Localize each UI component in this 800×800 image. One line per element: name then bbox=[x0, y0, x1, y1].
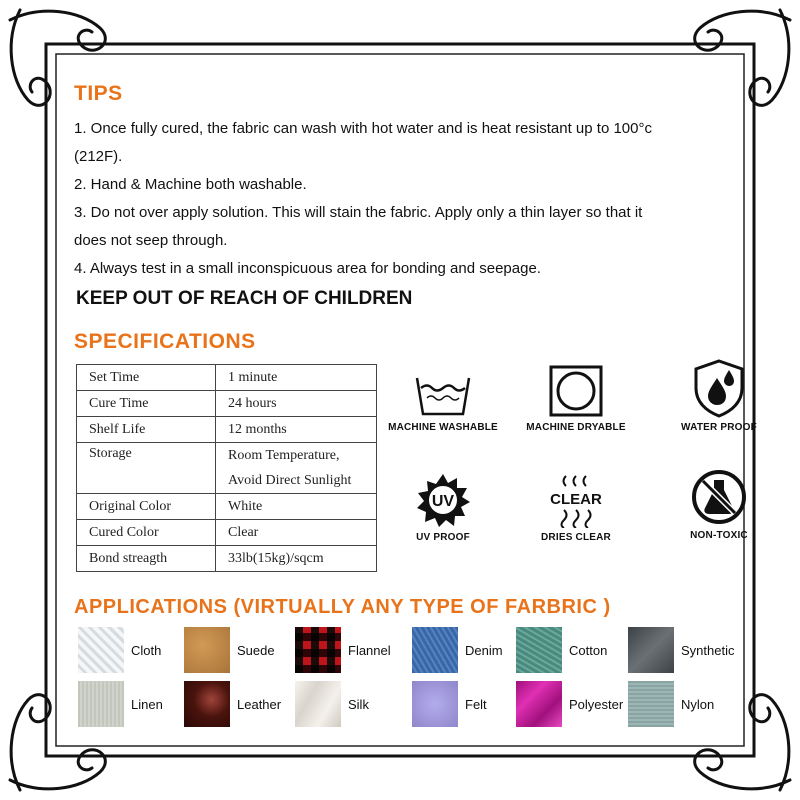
specifications-heading: SPECIFICATIONS bbox=[74, 330, 256, 353]
fabric-label: Nylon bbox=[681, 696, 715, 712]
tips-line-3: 3. Do not over apply solution. This will stain the fabric. Apply only a thin layer so that it bbox=[74, 204, 643, 221]
fabric-label: Suede bbox=[237, 642, 275, 658]
fabric-label: Polyester bbox=[569, 696, 624, 712]
table-row bbox=[77, 443, 377, 494]
fabric-item bbox=[412, 627, 503, 673]
fabric-swatch bbox=[295, 681, 341, 727]
tips-line-2: 2. Hand & Machine both washable. bbox=[74, 176, 307, 193]
spec-value: White bbox=[216, 494, 377, 520]
tips-heading: TIPS bbox=[74, 82, 123, 105]
tips-line-4: 4. Always test in a small inconspicuous area for bonding and seepage. bbox=[74, 260, 541, 277]
uv-badge-text: UV bbox=[431, 493, 455, 510]
dries-clear-icon bbox=[546, 472, 606, 528]
feature-water-proof bbox=[654, 358, 784, 433]
feature-label: NON-TOXIC bbox=[690, 530, 748, 541]
fabric-swatch bbox=[412, 681, 458, 727]
feature-label: UV PROOF bbox=[416, 532, 470, 543]
table-row bbox=[77, 417, 377, 443]
fabric-label: Leather bbox=[237, 696, 282, 712]
spec-label: Set Time bbox=[77, 365, 216, 391]
fabric-item bbox=[295, 627, 391, 673]
spec-label: Cure Time bbox=[77, 391, 216, 417]
fabric-label: Cotton bbox=[569, 642, 608, 658]
fabric-swatch bbox=[628, 681, 674, 727]
fabric-swatch bbox=[516, 681, 562, 727]
table-row bbox=[77, 546, 377, 572]
fabric-label: Flannel bbox=[348, 642, 391, 658]
fabric-swatch bbox=[184, 627, 230, 673]
feature-label: DRIES CLEAR bbox=[541, 532, 611, 543]
tumble-dry-icon bbox=[548, 364, 604, 418]
fabric-label: Felt bbox=[465, 696, 487, 712]
fabric-item bbox=[78, 627, 161, 673]
fabric-swatch bbox=[628, 627, 674, 673]
tips-line-1-cont: (212F). bbox=[74, 148, 123, 165]
spec-value: 1 minute bbox=[216, 365, 377, 391]
fabric-label: Denim bbox=[465, 642, 503, 658]
specifications-table bbox=[76, 364, 377, 572]
fabric-item bbox=[516, 681, 623, 727]
tips-line-3-cont: does not seep through. bbox=[74, 232, 228, 249]
machine-wash-icon bbox=[413, 370, 473, 418]
feature-uv-proof bbox=[378, 472, 508, 543]
fabric-item bbox=[628, 681, 714, 727]
feature-non-toxic bbox=[654, 468, 784, 541]
feature-dries-clear bbox=[511, 472, 641, 543]
fabric-swatch bbox=[78, 627, 124, 673]
fabric-item bbox=[184, 681, 281, 727]
spec-label: Shelf Life bbox=[77, 417, 216, 443]
fabric-item bbox=[184, 627, 275, 673]
spec-value: 12 months bbox=[216, 417, 377, 443]
fabric-swatch bbox=[295, 627, 341, 673]
spec-value: Clear bbox=[216, 520, 377, 546]
fabric-item bbox=[78, 681, 163, 727]
fabric-label: Cloth bbox=[131, 642, 162, 658]
spec-label: Storage bbox=[77, 443, 216, 494]
feature-label: MACHINE WASHABLE bbox=[388, 422, 498, 433]
applications-heading: APPLICATIONS (VIRTUALLY ANY TYPE OF FARBRIC ) bbox=[74, 596, 611, 618]
fabric-swatch bbox=[184, 681, 230, 727]
spec-value: 24 hours bbox=[216, 391, 377, 417]
feature-machine-washable bbox=[378, 370, 508, 433]
feature-machine-dryable bbox=[511, 364, 641, 433]
child-warning: KEEP OUT OF REACH OF CHILDREN bbox=[76, 288, 413, 309]
uv-sun-icon bbox=[415, 472, 471, 528]
fabric-item bbox=[628, 627, 734, 673]
fabric-item bbox=[295, 681, 369, 727]
spec-value bbox=[216, 443, 377, 494]
water-proof-icon bbox=[692, 358, 746, 418]
feature-label: WATER PROOF bbox=[681, 422, 757, 433]
non-toxic-flask-icon bbox=[690, 468, 748, 526]
table-row bbox=[77, 520, 377, 546]
spec-label: Original Color bbox=[77, 494, 216, 520]
clear-badge-text: CLEAR bbox=[550, 491, 602, 508]
fabric-item bbox=[412, 681, 487, 727]
spec-label: Bond streagth bbox=[77, 546, 216, 572]
table-row bbox=[77, 365, 377, 391]
spec-value-line-1: Room Temperature, bbox=[228, 448, 340, 463]
spec-value: 33lb(15kg)/sqcm bbox=[216, 546, 377, 572]
table-row bbox=[77, 391, 377, 417]
table-row bbox=[77, 494, 377, 520]
fabric-label: Linen bbox=[131, 696, 163, 712]
fabric-swatch bbox=[78, 681, 124, 727]
spec-label: Cured Color bbox=[77, 520, 216, 546]
fabric-swatch bbox=[516, 627, 562, 673]
fabric-swatch bbox=[412, 627, 458, 673]
spec-value-line-2: Avoid Direct Sunlight bbox=[228, 473, 352, 488]
feature-label: MACHINE DRYABLE bbox=[526, 422, 626, 433]
fabric-label: Silk bbox=[348, 696, 369, 712]
fabric-item bbox=[516, 627, 607, 673]
fabric-label: Synthetic bbox=[681, 642, 735, 658]
tips-line-1: 1. Once fully cured, the fabric can wash with hot water and is heat resistant up to 100°c bbox=[74, 120, 652, 137]
